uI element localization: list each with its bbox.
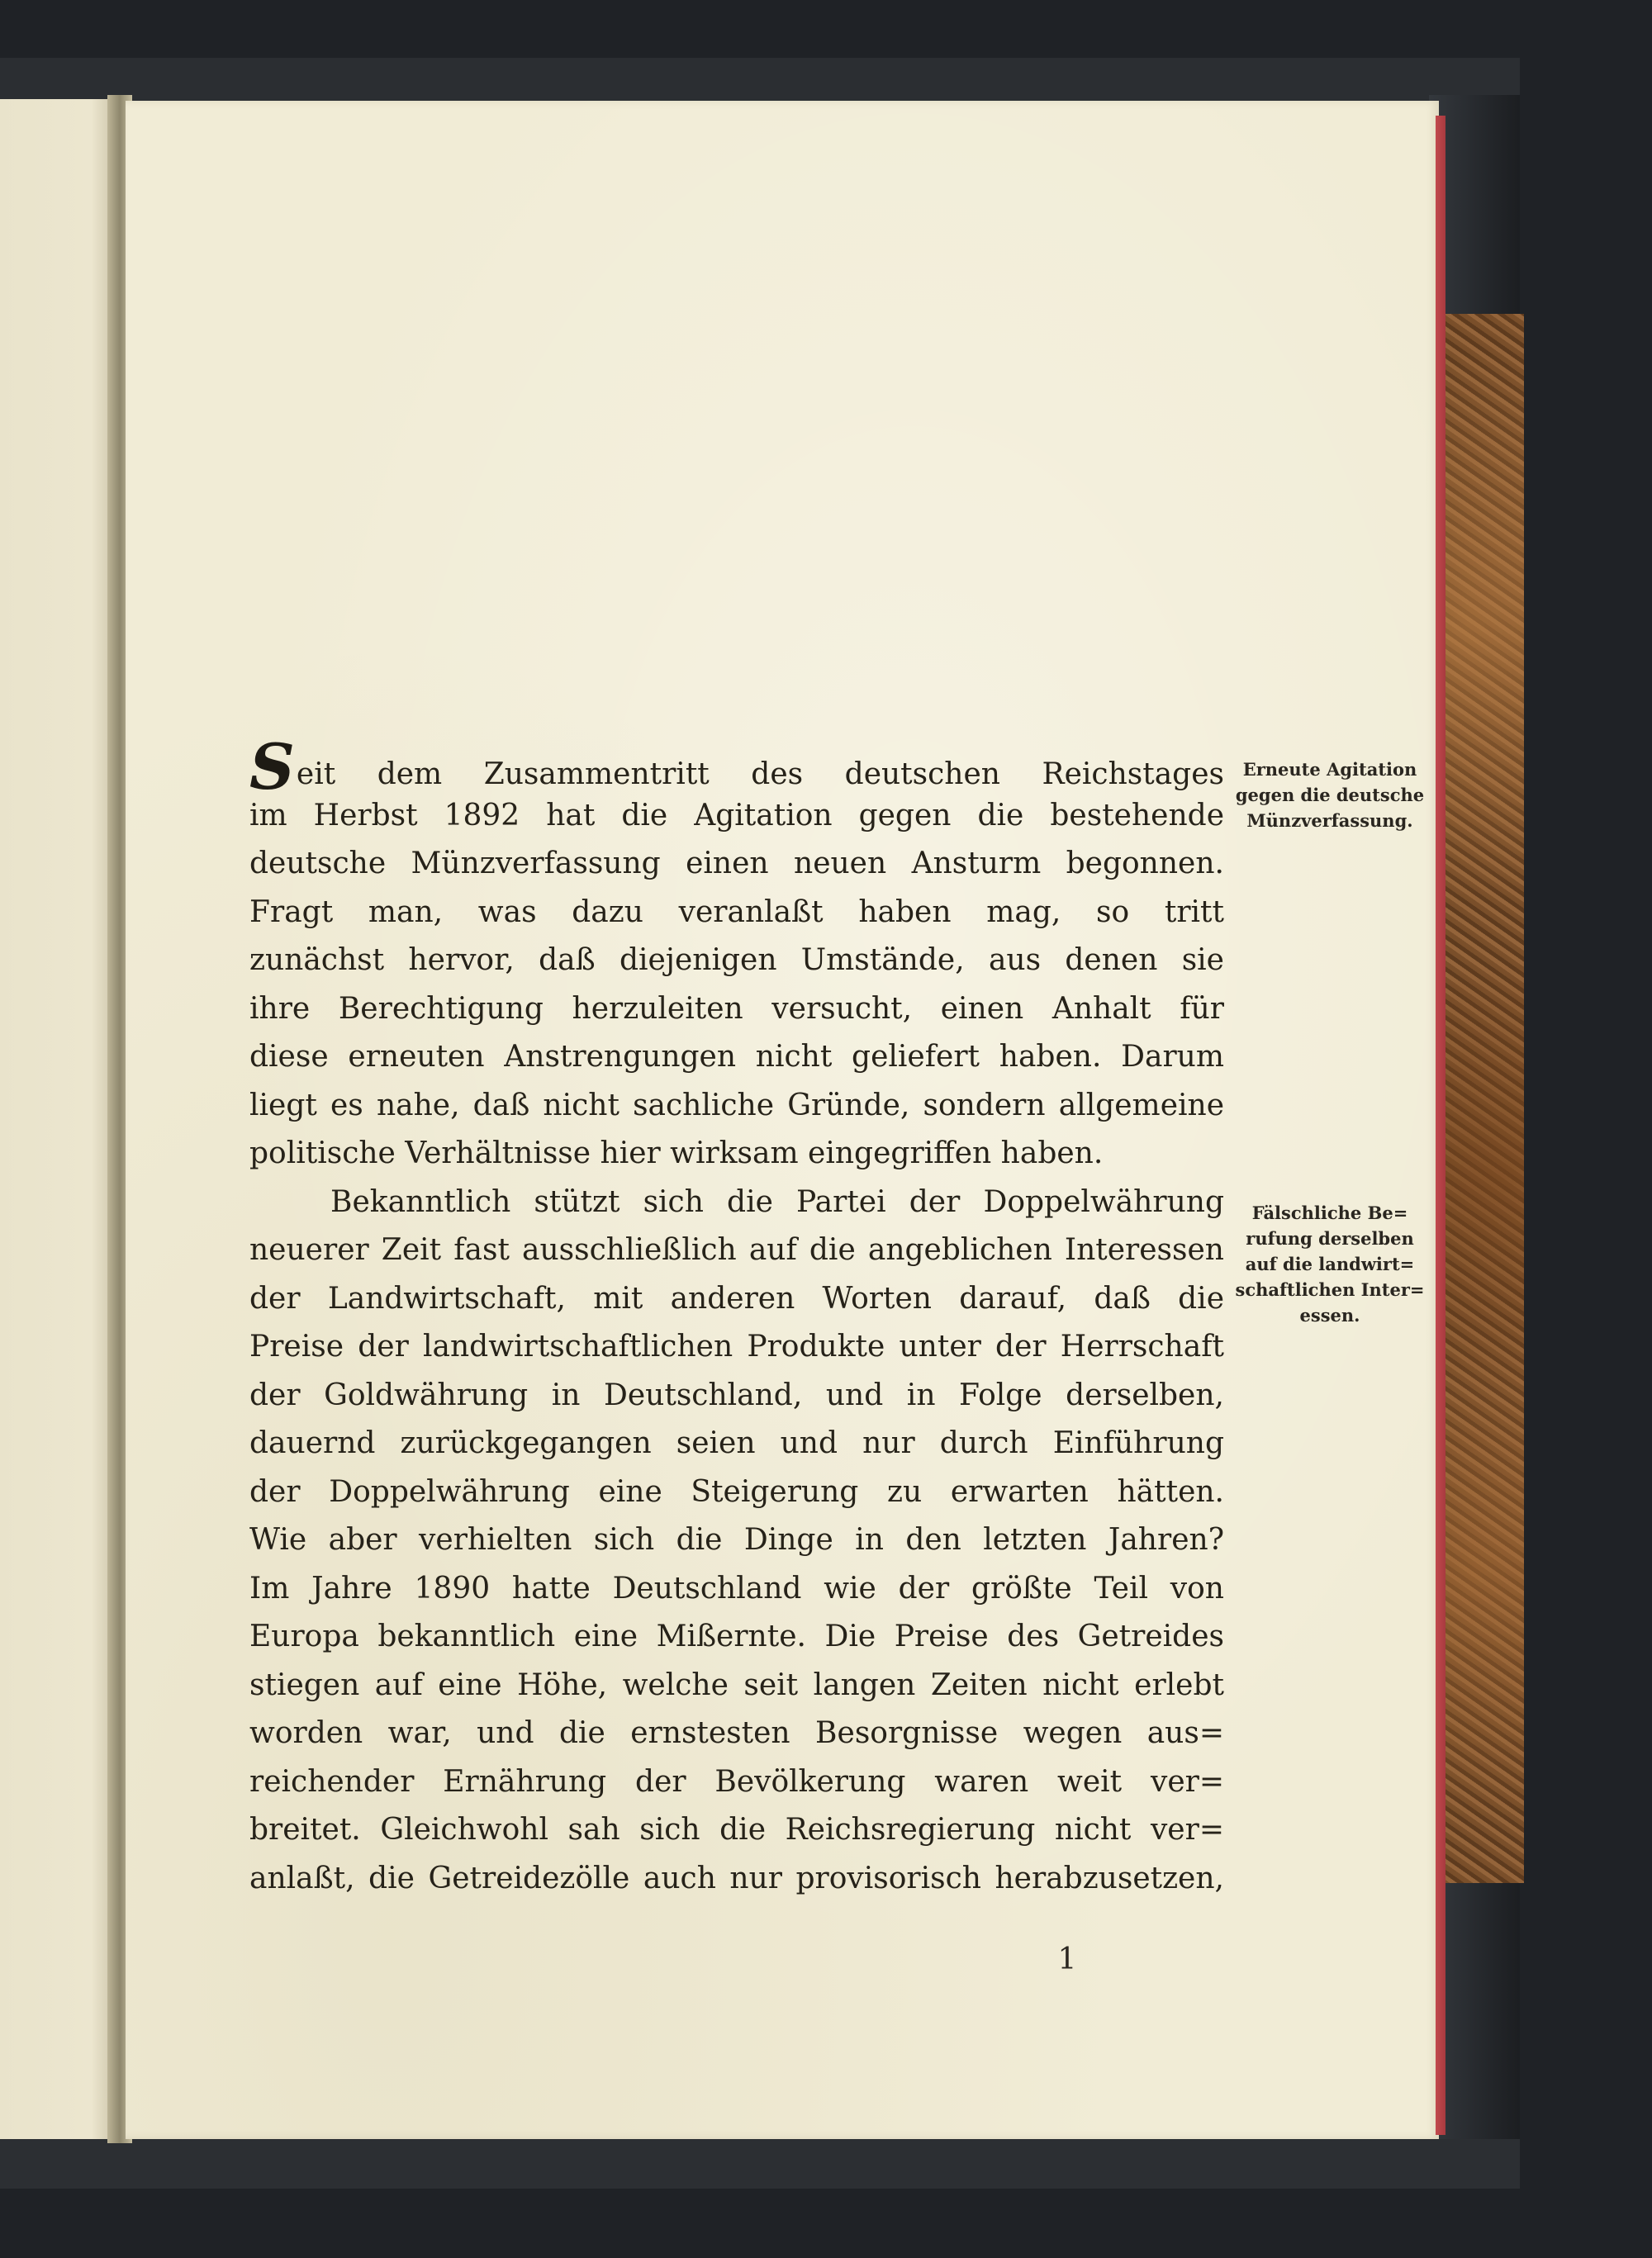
marginal-note-line: essen. <box>1299 1305 1360 1326</box>
marginal-note-line: gegen die deutsche <box>1235 785 1425 805</box>
main-text-block <box>249 730 1224 1903</box>
text-line: reichender Ernährung der Bevölkerung waren weit ver= <box>249 1764 1224 1799</box>
marginal-note-line: auf die landwirt= <box>1245 1254 1415 1274</box>
text-line: Bekanntlich stützt sich die Partei der Doppelwährung <box>330 1184 1224 1219</box>
text-line: liegt es nahe, daß nicht sachliche Gründe, sondern allgemeine <box>249 1088 1224 1122</box>
book-cover-top <box>0 58 1520 107</box>
text-line: Seit dem Zusammentritt des deutschen Reichstages <box>249 730 1224 804</box>
text-line: ihre Berechtigung herzuleiten versucht, einen Anhalt für <box>249 991 1224 1026</box>
text-line: politische Verhältnisse hier wirksam eingegriffen haben. <box>249 1136 1104 1170</box>
marginal-note-line: schaftlichen Inter= <box>1235 1279 1425 1300</box>
text-line: anlaßt, die Getreidezölle auch nur provisorisch herabzusetzen, <box>249 1861 1224 1895</box>
text-line: Wie aber verhielten sich die Dinge in den letzten Jahren? <box>249 1523 1224 1557</box>
text-line: deutsche Münzverfassung einen neuen Ansturm begonnen. <box>249 847 1224 880</box>
book-cover-marbled-board <box>1441 314 1524 1883</box>
text-line: zunächst hervor, daß diejenigen Umstände, aus denen sie <box>249 943 1224 977</box>
text-line: dauernd zurückgegangen seien und nur durch Einführung <box>249 1426 1224 1460</box>
text-line: stiegen auf eine Höhe, welche seit langen Zeiten nicht erlebt <box>249 1667 1224 1702</box>
text-line: Im Jahre 1890 hatte Deutschland wie der größte Teil von <box>249 1571 1224 1606</box>
drop-initial: S <box>249 730 295 804</box>
text-line: im Herbst 1892 hat die Agitation gegen die bestehende <box>249 798 1224 833</box>
marginal-note-line: Fälschliche Be= <box>1251 1203 1408 1223</box>
page-number: 1 <box>1057 1943 1077 1976</box>
marginal-note-agitation <box>1229 757 1431 833</box>
marginal-note-line: rufung derselben <box>1246 1228 1414 1249</box>
text-line: worden war, und die ernstesten Besorgnisse wegen aus= <box>249 1716 1224 1750</box>
page-red-edge <box>1436 116 1446 2135</box>
left-facing-page <box>0 99 114 2139</box>
text-line: Preise der landwirtschaftlichen Produkte unter der Herrschaft <box>249 1330 1224 1364</box>
text-line: neuerer Zeit fast ausschließlich auf die angeblichen Interessen <box>249 1233 1224 1267</box>
text-line: der Landwirtschaft, mit anderen Worten darauf, daß die <box>249 1281 1224 1316</box>
marginal-note-line: Erneute Agitation <box>1242 759 1417 780</box>
marginal-note-line: Münzverfassung. <box>1246 810 1413 831</box>
text-line: Europa bekanntlich eine Mißernte. Die Preise des Getreides <box>249 1620 1224 1653</box>
text-line: Fragt man, was dazu veranlaßt haben mag, so tritt <box>249 894 1224 929</box>
marginal-note-agricultural-interests <box>1229 1200 1431 1328</box>
text-line: der Goldwährung in Deutschland, und in Folge derselben, <box>249 1378 1224 1412</box>
text-line: diese erneuten Anstrengungen nicht geliefert haben. Darum <box>249 1040 1224 1074</box>
book-cover-bottom <box>0 2139 1520 2189</box>
text-line: breitet. Gleichwohl sah sich die Reichsregierung nicht ver= <box>249 1813 1224 1847</box>
text-line: der Doppelwährung eine Steigerung zu erwarten hätten. <box>249 1474 1224 1509</box>
